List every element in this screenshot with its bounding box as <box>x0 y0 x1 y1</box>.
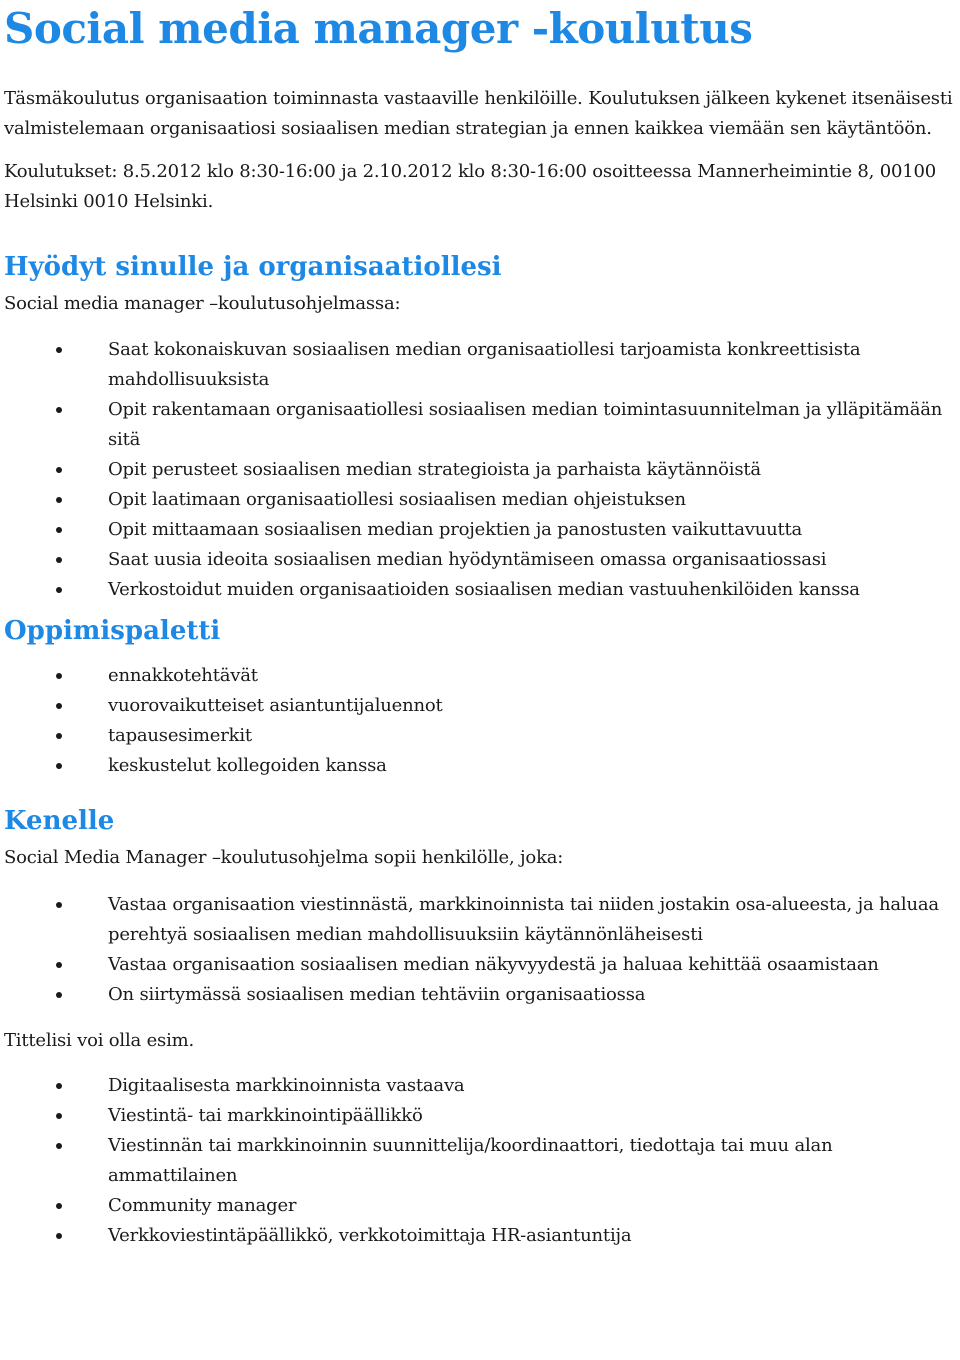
list-item: Opit rakentamaan organisaatiollesi sosiaalisen median toimintasuunnitelman ja ylläpitämään sitä <box>4 395 960 455</box>
list-item: keskustelut kollegoiden kanssa <box>4 751 960 781</box>
list-item: Viestinnän tai markkinoinnin suunnittelija/koordinaattori, tiedottaja tai muu alan ammattilainen <box>4 1131 960 1191</box>
list-item: Vastaa organisaation viestinnästä, markkinoinnista tai niiden jostakin osa-alueesta, ja haluaa perehtyä sosiaalisen median mahdollisuuksiin käytännönläheisesti <box>4 890 960 950</box>
titles-lead: Tittelisi voi olla esim. <box>4 1030 195 1051</box>
list-item: vuorovaikutteiset asiantuntijaluennot <box>4 691 960 721</box>
titles-list <box>4 1071 960 1251</box>
list-item: Vastaa organisaation sosiaalisen median näkyvyydestä ja haluaa kehittää osaamistaan <box>4 950 960 980</box>
list-item: tapausesimerkit <box>4 721 960 751</box>
dates-paragraph: Koulutukset: 8.5.2012 klo 8:30-16:00 ja 2.10.2012 klo 8:30-16:00 osoitteessa Mannerheimintie 8, 00100 Helsinki 0010 Helsinki. <box>4 161 936 212</box>
benefits-heading: Hyödyt sinulle ja organisaatiollesi <box>4 252 502 282</box>
palette-list <box>4 661 960 781</box>
list-item: Verkostoidut muiden organisaatioiden sosiaalisen median vastuuhenkilöiden kanssa <box>4 575 960 605</box>
audience-lead: Social Media Manager –koulutusohjelma sopii henkilölle, joka: <box>4 847 564 868</box>
benefits-list <box>4 335 960 605</box>
palette-heading: Oppimispaletti <box>4 616 221 646</box>
list-item: ennakkotehtävät <box>4 661 960 691</box>
benefits-lead: Social media manager –koulutusohjelmassa: <box>4 293 401 314</box>
intro-paragraph: Täsmäkoulutus organisaation toiminnasta vastaaville henkilöille. Koulutuksen jälkeen kykenet itsenäisesti valmistelemaan organisaatiosi sosiaalisen median strategian ja ennen kaikkea viemään sen käytäntöön. <box>4 88 953 139</box>
list-item: Saat kokonaiskuvan sosiaalisen median organisaatiollesi tarjoamista konkreettisista mahdollisuuksista <box>4 335 960 395</box>
list-item: Community manager <box>4 1191 960 1221</box>
list-item: Opit mittaamaan sosiaalisen median projektien ja panostusten vaikuttavuutta <box>4 515 960 545</box>
list-item: Viestintä- tai markkinointipäällikkö <box>4 1101 960 1131</box>
audience-heading: Kenelle <box>4 806 115 836</box>
list-item: Saat uusia ideoita sosiaalisen median hyödyntämiseen omassa organisaatiossasi <box>4 545 960 575</box>
list-item: On siirtymässä sosiaalisen median tehtäviin organisaatiossa <box>4 980 960 1010</box>
page-title: Social media manager -koulutus <box>4 4 753 53</box>
audience-list <box>4 890 960 1010</box>
list-item: Verkkoviestintäpäällikkö, verkkotoimittaja HR-asiantuntija <box>4 1221 960 1251</box>
list-item: Opit laatimaan organisaatiollesi sosiaalisen median ohjeistuksen <box>4 485 960 515</box>
list-item: Digitaalisesta markkinoinnista vastaava <box>4 1071 960 1101</box>
list-item: Opit perusteet sosiaalisen median strategioista ja parhaista käytännöistä <box>4 455 960 485</box>
